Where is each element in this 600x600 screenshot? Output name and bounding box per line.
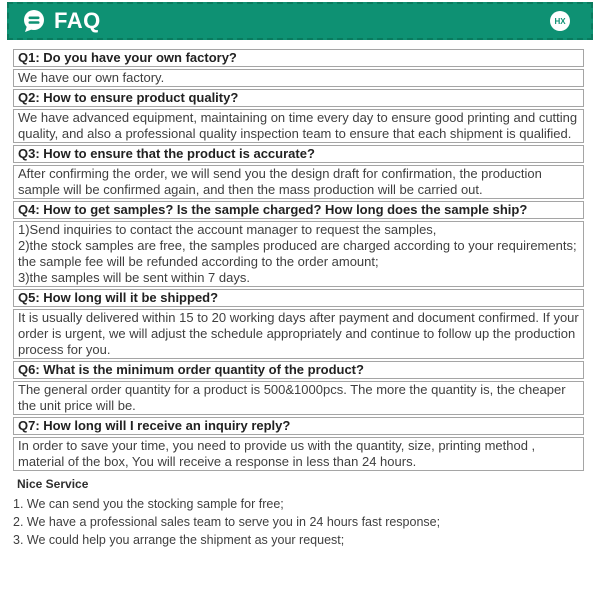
speech-bubble-icon — [22, 9, 46, 33]
faq-answer-line: It is usually delivered within 15 to 20 working days after payment and document confirmed. If your order is urgent, we will adjust the schedule appropriately and continue to follow up the production process for you. — [18, 310, 579, 357]
faq-question-row: Q6: What is the minimum order quantity of the product? — [13, 361, 584, 379]
faq-question-row: Q7: How long will I receive an inquiry reply? — [13, 417, 584, 435]
hx-logo-badge: HX — [550, 11, 570, 31]
page-title: FAQ — [54, 8, 101, 33]
service-section — [13, 476, 584, 549]
faq-answer-line: The general order quantity for a product is 500&1000pcs. The more the quantity is, the cheaper the unit price will be. — [18, 382, 566, 413]
faq-header-bar — [7, 2, 593, 40]
faq-question-row: Q4: How to get samples? Is the sample charged? How long does the sample ship? — [13, 201, 584, 219]
faq-answer-row — [13, 221, 584, 287]
faq-answer-line: 3)the samples will be sent within 7 days. — [18, 270, 250, 285]
service-section-title: Nice Service — [17, 477, 89, 491]
faq-question-row: Q5: How long will it be shipped? — [13, 289, 584, 307]
faq-answer-line: We have our own factory. — [18, 70, 165, 85]
faq-question-row: Q1: Do you have your own factory? — [13, 49, 584, 67]
faq-answer-line: In order to save your time, you need to provide us with the quantity, size, printing method , material of the box, You will receive a response in less than 24 hours. — [18, 438, 536, 469]
faq-answer-row — [13, 381, 584, 415]
service-list-item: 2. We have a professional sales team to serve you in 24 hours fast response; — [13, 515, 441, 529]
service-list-item: 3. We could help you arrange the shipment as your request; — [13, 533, 345, 547]
faq-answer-row — [13, 109, 584, 143]
faq-answer-row — [13, 437, 584, 471]
service-list — [13, 495, 584, 549]
faq-answer-line: 2)the stock samples are free, the samples produced are charged according to your requirements; the sample fee will be refunded according to the order amount; — [18, 238, 577, 269]
faq-answer-row — [13, 309, 584, 359]
faq-question-row: Q3: How to ensure that the product is accurate? — [13, 145, 584, 163]
service-list-item: 1. We can send you the stocking sample for free; — [13, 497, 284, 511]
faq-answer-row — [13, 69, 584, 87]
faq-answer-line: After confirming the order, we will send you the design draft for confirmation, the production sample will be confirmed again, and then the mass production will be carried out. — [18, 166, 542, 197]
faq-answer-line: We have advanced equipment, maintaining on time every day to ensure good printing and cutting quality, and also a professional quality inspection team to ensure that each shipment is qualified. — [18, 110, 578, 141]
faq-answer-line: 1)Send inquiries to contact the account manager to request the samples, — [18, 222, 437, 237]
faq-question-row: Q2: How to ensure product quality? — [13, 89, 584, 107]
faq-answer-row — [13, 165, 584, 199]
faq-table — [13, 49, 584, 471]
